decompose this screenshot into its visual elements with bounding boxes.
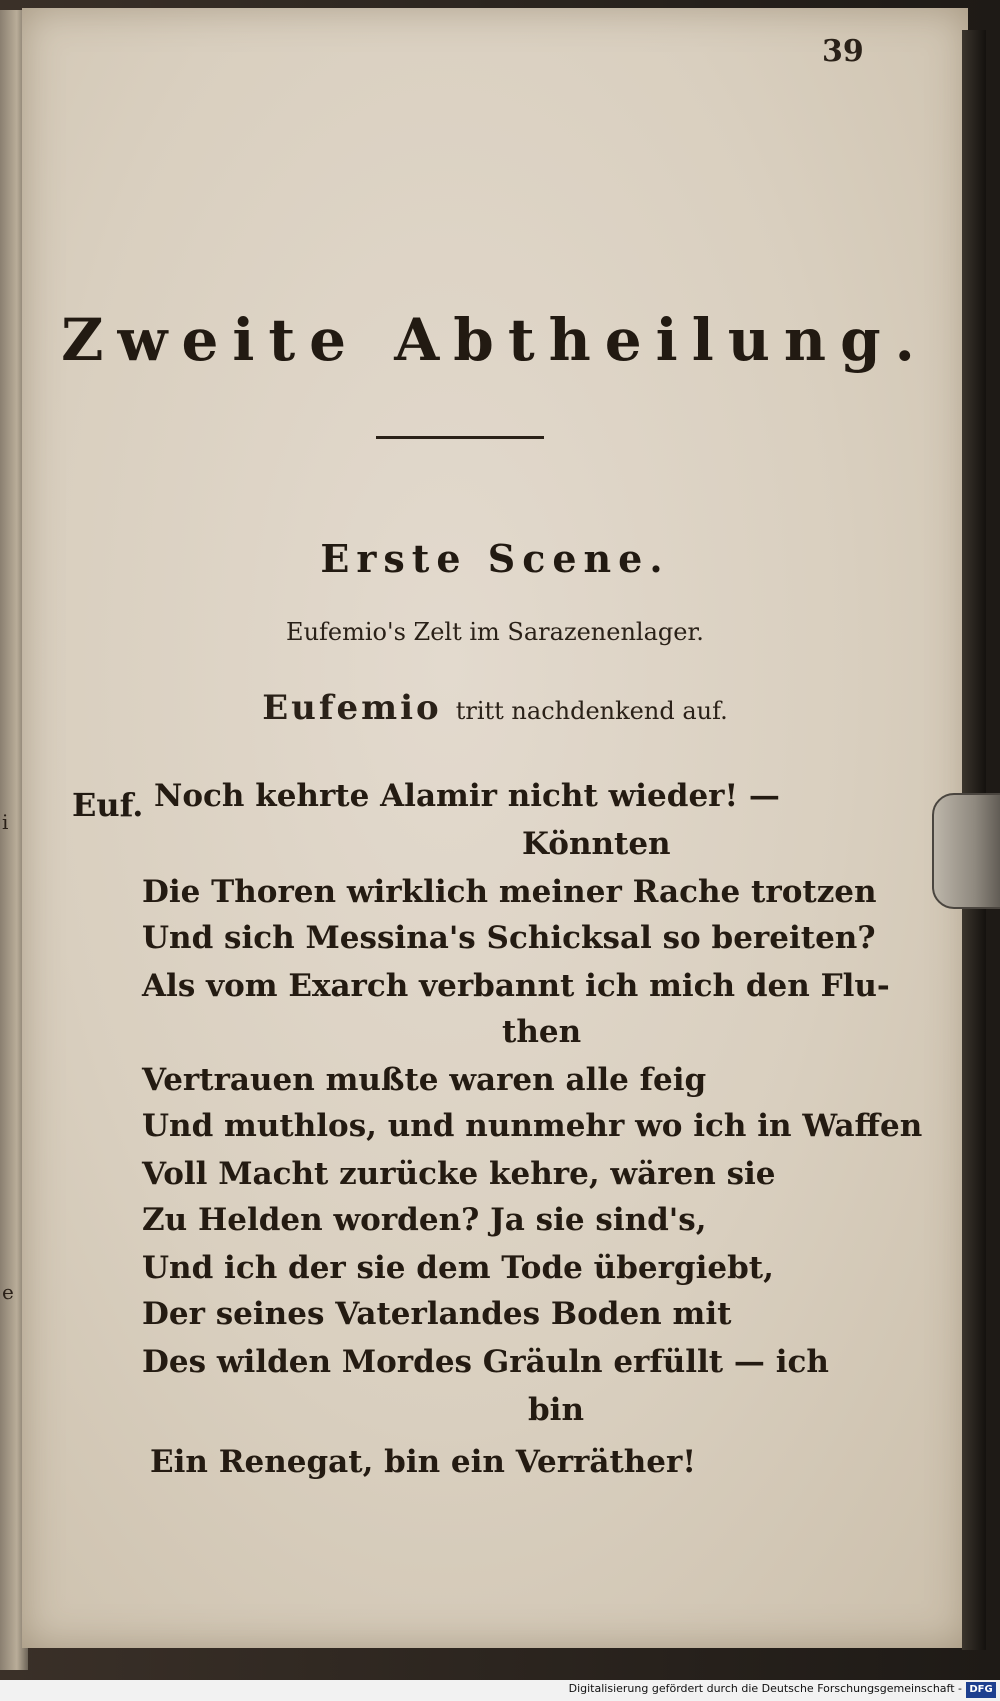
stage-action: tritt nachdenkend auf. (455, 697, 728, 725)
section-heading: Zweite Abtheilung. (61, 306, 929, 374)
verse-line: Und muthlos, und nunmehr wo ich in Waffen (142, 1108, 923, 1144)
verse-line: Des wilden Mordes Gräuln erfüllt — ich (142, 1344, 829, 1380)
verse-line: Könnten (522, 826, 671, 862)
book-page (22, 8, 968, 1648)
verse-line: Und sich Messina's Schicksal so bereiten? (142, 920, 876, 956)
scene-title: Erste Scene. (320, 536, 670, 581)
dfg-logo: DFG (966, 1682, 996, 1698)
verse-line: Zu Helden worden? Ja sie sind's, (142, 1202, 707, 1238)
page-number: 39 (822, 34, 864, 69)
footer-credit: Digitalisierung gefördert durch die Deutsche Forschungsgemeinschaft - (568, 1682, 962, 1695)
verse-line: Die Thoren wirklich meiner Rache trotzen (142, 874, 877, 910)
verse-line: Ein Renegat, bin ein Verräther! (150, 1444, 696, 1480)
scene-setting: Eufemio's Zelt im Sarazenenlager. (286, 618, 704, 646)
verse-line: then (502, 1014, 582, 1050)
verse-line: Als vom Exarch verbannt ich mich den Flu- (142, 968, 890, 1004)
speaker-label: Euf. (72, 786, 144, 824)
verse-line: Vertrauen mußte waren alle feig (142, 1062, 707, 1098)
verse-line: Und ich der sie dem Tode übergiebt, (142, 1250, 774, 1286)
divider-rule (376, 436, 544, 439)
margin-fragment: i (2, 810, 9, 834)
digitization-footer (0, 1680, 1000, 1701)
verse-line: Noch kehrte Alamir nicht wieder! — (154, 778, 780, 814)
margin-fragment: e (2, 1280, 14, 1304)
stage-direction (22, 688, 968, 728)
verse-line: bin (528, 1392, 584, 1428)
character-name: Eufemio (262, 688, 442, 728)
page-clip-tab (932, 793, 1000, 909)
verse-line: Der seines Vaterlandes Boden mit (142, 1296, 732, 1332)
verse-line: Voll Macht zurücke kehre, wären sie (142, 1156, 776, 1192)
